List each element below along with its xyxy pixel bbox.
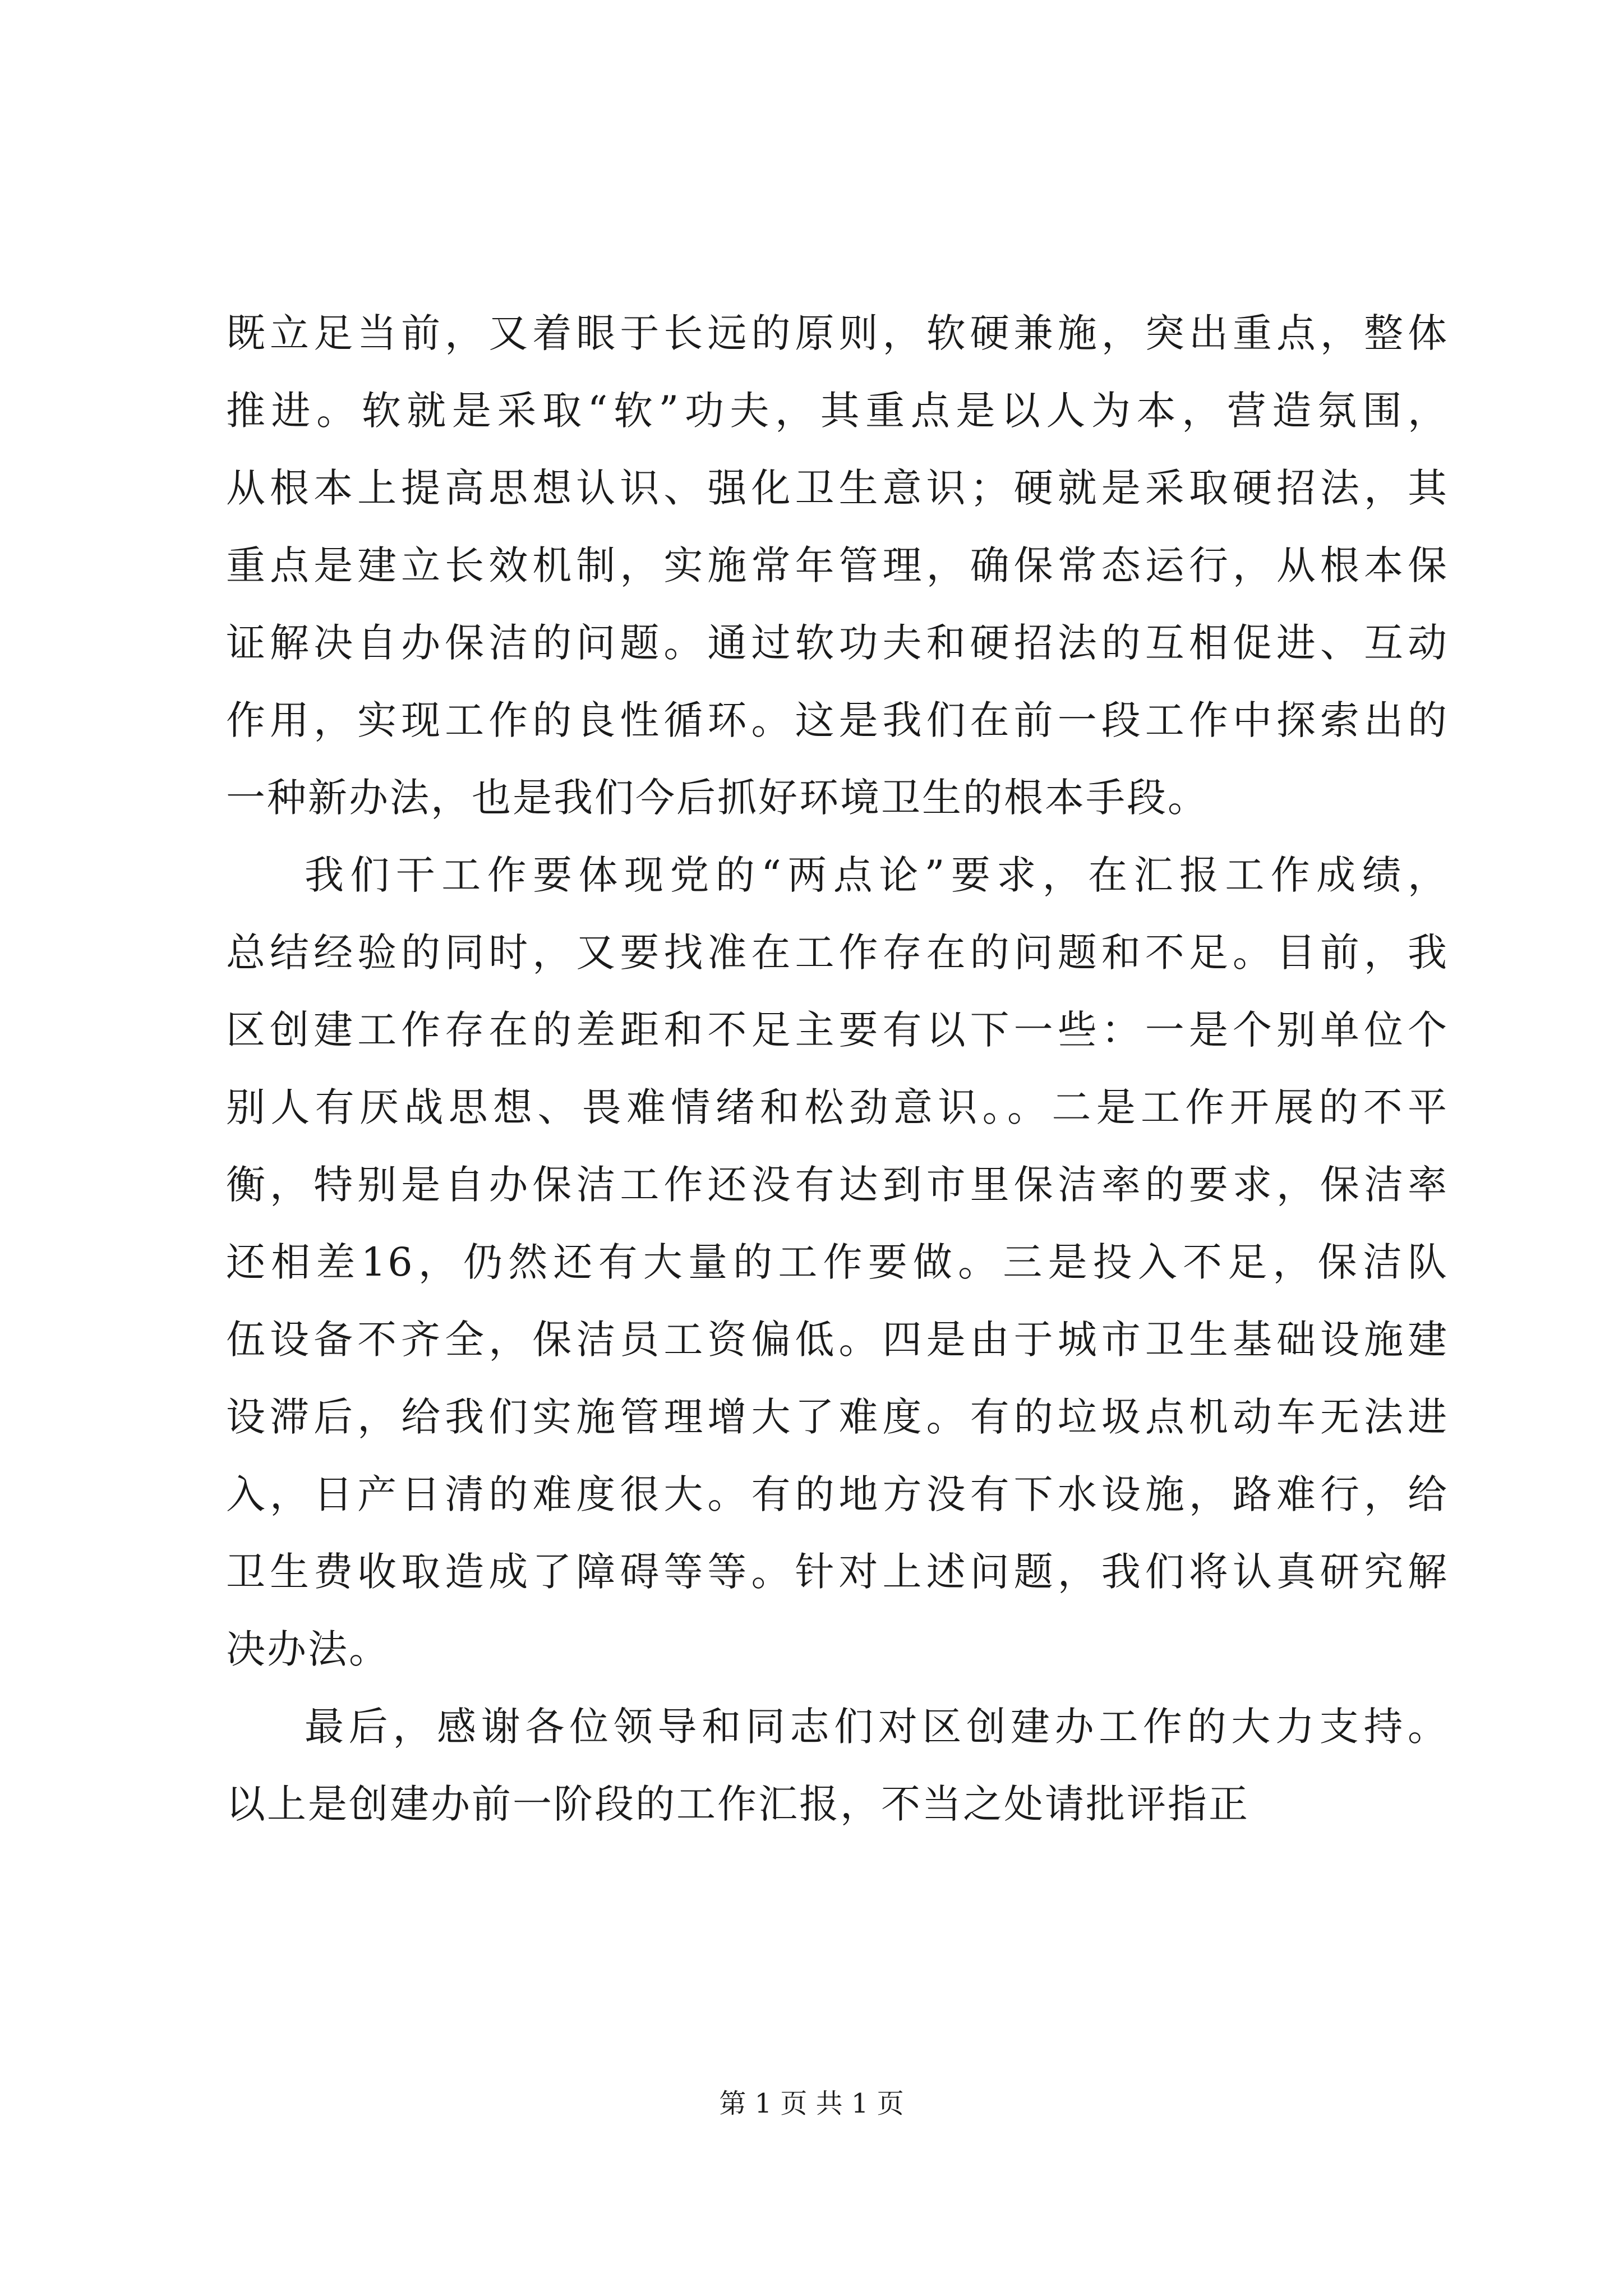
text-line: 卫生费收取造成了障碍等等。针对上述问题，我们将认真研究解	[226, 1549, 1449, 1595]
page-footer	[0, 2087, 1623, 2120]
text-line: 别人有厌战思想、畏难情绪和松劲意识。。二是工作开展的不平	[226, 1084, 1449, 1130]
text-line: 伍设备不齐全，保洁员工资偏低。四是由于城市卫生基础设施建	[226, 1317, 1449, 1363]
text-line: 重点是建立长效机制，实施常年管理，确保常态运行，从根本保	[226, 542, 1449, 588]
text-line: 区创建工作存在的差距和不足主要有以下一些：一是个别单位个	[226, 1007, 1449, 1053]
text-line: 最后，感谢各位领导和同志们对区创建办工作的大力支持。	[305, 1704, 1449, 1750]
text-line: 作用，实现工作的良性循环。这是我们在前一段工作中探索出的	[226, 697, 1449, 743]
text-line: 设滞后，给我们实施管理增大了难度。有的垃圾点机动车无法进	[226, 1394, 1449, 1440]
text-line: 从根本上提高思想认识、强化卫生意识；硬就是采取硬招法，其	[226, 465, 1449, 511]
text-line: 总结经验的同时，又要找准在工作存在的问题和不足。目前，我	[226, 930, 1449, 976]
text-line: 推进。软就是采取“软”功夫，其重点是以人为本，营造氛围，	[226, 388, 1449, 434]
text-line: 决办法。	[226, 1626, 390, 1672]
page-number: 第 1 页 共 1 页	[719, 2088, 904, 2119]
text-line: 既立足当前，又着眼于长远的原则，软硬兼施，突出重点，整体	[226, 310, 1449, 356]
paragraph-3	[226, 1688, 1449, 1843]
paragraph-1	[226, 295, 1449, 836]
document-body	[226, 295, 1449, 1843]
text-line: 一种新办法，也是我们今后抓好环境卫生的根本手段。	[226, 775, 1209, 821]
text-line: 我们干工作要体现党的“两点论”要求，在汇报工作成绩，	[305, 852, 1449, 898]
text-line: 证解决自办保洁的问题。通过软功夫和硬招法的互相促进、互动	[226, 620, 1449, 666]
text-line: 以上是创建办前一阶段的工作汇报，不当之处请批评指正	[226, 1781, 1249, 1827]
text-line: 还相差16，仍然还有大量的工作要做。三是投入不足，保洁队	[226, 1239, 1449, 1285]
paragraph-2	[226, 836, 1449, 1688]
text-line: 衡，特别是自办保洁工作还没有达到市里保洁率的要求，保洁率	[226, 1162, 1449, 1208]
text-line: 入，日产日清的难度很大。有的地方没有下水设施，路难行，给	[226, 1471, 1449, 1517]
